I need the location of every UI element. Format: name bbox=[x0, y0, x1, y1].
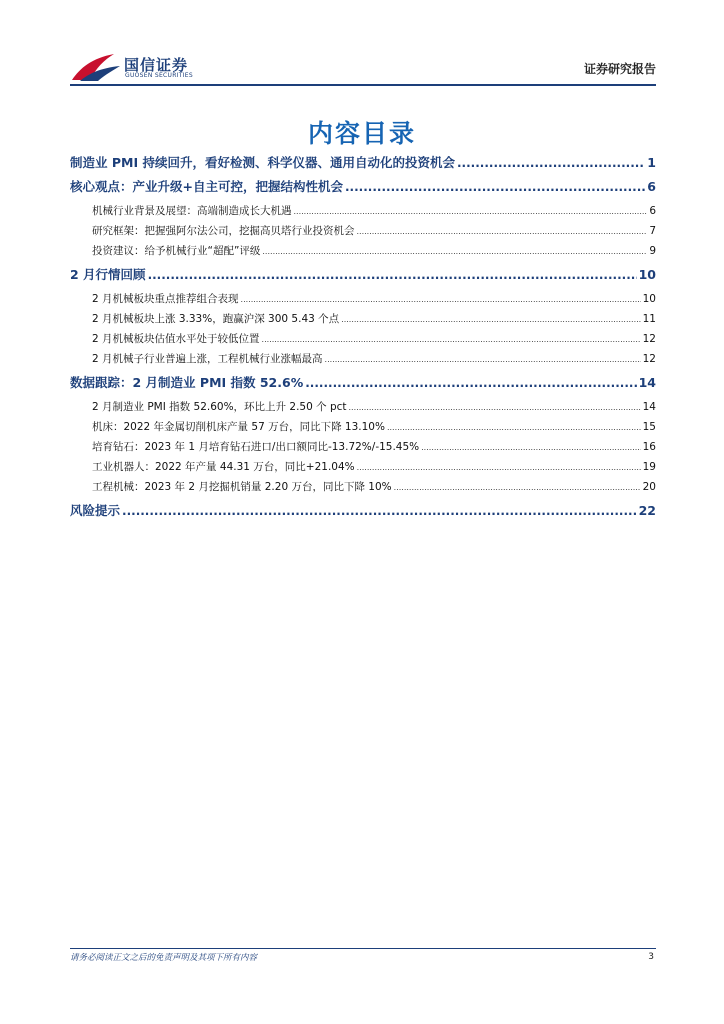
toc-entry-subsection[interactable] bbox=[70, 417, 656, 437]
toc-entry-page: 10 bbox=[638, 267, 656, 282]
report-type-label: 证券研究报告 bbox=[583, 62, 656, 76]
toc-entry-title: 制造业 PMI 持续回升，看好检测、科学仪器、通用自动化的投资机会 bbox=[70, 155, 455, 170]
toc-entry-page: 6 bbox=[647, 179, 656, 194]
toc-entry-page: 22 bbox=[638, 503, 656, 518]
toc-entry-page: 6 bbox=[649, 205, 656, 217]
toc-dot-leader bbox=[349, 397, 641, 418]
toc-dot-leader bbox=[262, 241, 647, 262]
toc-dot-leader bbox=[357, 457, 641, 478]
toc-entry-title: 核心观点：产业升级+自主可控，把握结构性机会 bbox=[70, 179, 343, 194]
logo-english-name: GUOSEN SECURITIES bbox=[125, 72, 194, 79]
toc-entry-section[interactable] bbox=[70, 151, 656, 175]
toc-entry-page: 12 bbox=[642, 353, 656, 365]
toc-entry-title: 风险提示 bbox=[70, 503, 121, 518]
toc-entry-subsection[interactable] bbox=[70, 201, 656, 221]
toc-entry-subsection[interactable] bbox=[70, 289, 656, 309]
logo-chinese-name: 国信证券 bbox=[124, 56, 189, 74]
toc-entry-title: 工业机器人：2022 年产量 44.31 万台，同比+21.04% bbox=[92, 461, 355, 473]
toc-entry-page: 7 bbox=[649, 225, 656, 237]
toc-dot-leader bbox=[421, 437, 640, 458]
toc-entry-page: 9 bbox=[649, 245, 656, 257]
toc-entry-title: 2 月机械子行业普遍上涨，工程机械行业涨幅最高 bbox=[92, 353, 323, 365]
toc-entry-title: 2 月机械板块上涨 3.33%，跑赢沪深 300 5.43 个点 bbox=[92, 313, 340, 325]
toc-entry-section[interactable] bbox=[70, 263, 656, 287]
toc-entry-title: 投资建议：给予机械行业“超配”评级 bbox=[92, 245, 261, 257]
toc-entry-section[interactable] bbox=[70, 499, 656, 523]
toc-entry-title: 工程机械：2023 年 2 月挖掘机销量 2.20 万台，同比下降 10% bbox=[92, 481, 392, 493]
toc-entry-subsection[interactable] bbox=[70, 397, 656, 417]
toc-dot-leader bbox=[325, 349, 641, 370]
toc-entry-page: 15 bbox=[642, 421, 656, 433]
toc-dot-leader bbox=[294, 201, 648, 222]
toc-dot-leader bbox=[148, 263, 637, 287]
toc-dot-leader bbox=[262, 329, 641, 350]
toc-entry-page: 1 bbox=[647, 155, 656, 170]
toc-entry-subsection[interactable] bbox=[70, 221, 656, 241]
toc-entry-subsection[interactable] bbox=[70, 477, 656, 497]
toc-dot-leader bbox=[122, 499, 637, 523]
toc-entry-page: 14 bbox=[638, 375, 656, 390]
guosen-logo-icon bbox=[70, 50, 122, 84]
toc-dot-leader bbox=[345, 175, 645, 199]
toc-entry-page: 20 bbox=[642, 481, 656, 493]
toc-entry-subsection[interactable] bbox=[70, 349, 656, 369]
toc-entry-section[interactable] bbox=[70, 175, 656, 199]
toc-entry-section[interactable] bbox=[70, 371, 656, 395]
toc-dot-leader bbox=[341, 309, 640, 330]
toc-entry-subsection[interactable] bbox=[70, 309, 656, 329]
toc-dot-leader bbox=[387, 417, 641, 438]
toc-entry-page: 14 bbox=[642, 401, 656, 413]
toc-entry-page: 19 bbox=[642, 461, 656, 473]
toc-entry-title: 2 月制造业 PMI 指数 52.60%，环比上升 2.50 个 pct bbox=[92, 401, 347, 413]
toc-entry-title: 数据跟踪：2 月制造业 PMI 指数 52.6% bbox=[70, 375, 304, 390]
toc-dot-leader bbox=[457, 151, 645, 175]
toc-dot-leader bbox=[241, 289, 641, 310]
page-number: 3 bbox=[648, 952, 654, 962]
toc-title: 内容目录 bbox=[307, 119, 416, 148]
guosen-logo bbox=[70, 50, 230, 84]
toc-dot-leader bbox=[357, 221, 648, 242]
toc-dot-leader bbox=[305, 371, 636, 395]
toc-entry-title: 培育钻石：2023 年 1 月培育钻石进口/出口额同比-13.72%/-15.45% bbox=[92, 441, 420, 453]
toc-entry-subsection[interactable] bbox=[70, 241, 656, 261]
toc-entry-subsection[interactable] bbox=[70, 457, 656, 477]
toc-entry-title: 研究框架：把握强阿尔法公司，挖掘高贝塔行业投资机会 bbox=[92, 225, 355, 237]
toc-entry-page: 16 bbox=[642, 441, 656, 453]
toc-entry-title: 机械行业背景及展望：高端制造成长大机遇 bbox=[92, 205, 292, 217]
toc-entry-page: 12 bbox=[642, 333, 656, 345]
toc-entry-page: 10 bbox=[642, 293, 656, 305]
toc-entry-title: 2 月行情回顾 bbox=[70, 267, 146, 282]
toc-entry-subsection[interactable] bbox=[70, 329, 656, 349]
toc-entry-page: 11 bbox=[642, 313, 656, 325]
table-of-contents bbox=[70, 151, 656, 523]
footer-disclaimer: 请务必阅读正文之后的免责声明及其项下所有内容 bbox=[70, 953, 258, 963]
toc-entry-title: 2 月机械板块重点推荐组合表现 bbox=[92, 293, 239, 305]
toc-entry-title: 机床：2022 年金属切削机床产量 57 万台，同比下降 13.10% bbox=[92, 421, 385, 433]
toc-entry-subsection[interactable] bbox=[70, 437, 656, 457]
toc-entry-title: 2 月机械板块估值水平处于较低位置 bbox=[92, 333, 260, 345]
page-header bbox=[70, 50, 656, 84]
toc-dot-leader bbox=[394, 477, 641, 498]
header-divider bbox=[70, 84, 656, 86]
footer-divider bbox=[70, 948, 656, 949]
